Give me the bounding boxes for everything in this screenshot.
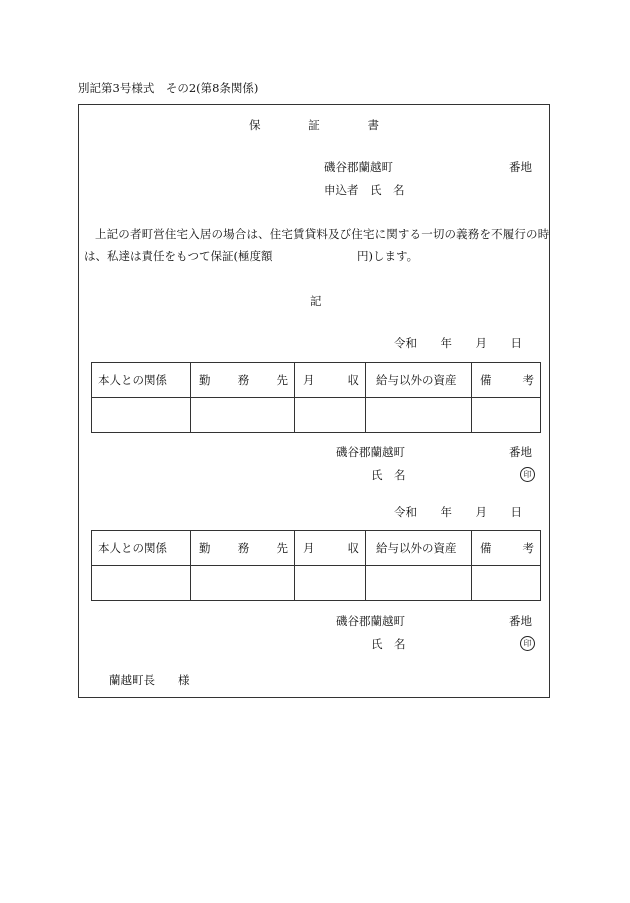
cell-other-assets[interactable] — [366, 398, 472, 433]
body-text-line-2-end: 円)します。 — [357, 249, 419, 263]
table-header-row — [92, 531, 541, 566]
date-month: 月 — [475, 336, 487, 350]
seal-icon: 印 — [520, 467, 535, 482]
guarantor-2-table — [91, 530, 541, 601]
date-era: 令和 — [394, 505, 417, 519]
guarantor-2-seal-mark — [520, 635, 535, 651]
cell-remarks[interactable] — [472, 566, 541, 601]
header-remarks: 備 考 — [472, 531, 541, 566]
date-year: 年 — [440, 505, 452, 519]
header-relation: 本人との関係 — [92, 531, 191, 566]
seal-icon: 印 — [520, 636, 535, 651]
date-day: 日 — [510, 505, 522, 519]
header-remarks: 備 考 — [472, 363, 541, 398]
applicant-name-line — [324, 182, 405, 198]
date-day: 日 — [510, 336, 522, 350]
cell-monthly-income[interactable] — [295, 398, 366, 433]
cell-workplace[interactable] — [191, 398, 295, 433]
table-header-row — [92, 363, 541, 398]
cell-workplace[interactable] — [191, 566, 295, 601]
cell-monthly-income[interactable] — [295, 566, 366, 601]
applicant-role: 申込者 — [324, 183, 359, 197]
document-title — [249, 117, 379, 133]
header-workplace: 勤 務 先 — [191, 363, 295, 398]
table-row — [92, 566, 541, 601]
guarantor-1-date — [394, 335, 522, 351]
applicant-address-prefix: 磯谷郡蘭越町 — [324, 160, 393, 174]
body-text-line-1: 上記の者町営住宅入居の場合は、住宅賃貸料及び住宅に関する一切の義務を不履行の時 — [95, 227, 550, 241]
header-other-assets: 給与以外の資産 — [366, 363, 472, 398]
guarantor-1-address-prefix: 磯谷郡蘭越町 — [336, 445, 405, 459]
cell-relation[interactable] — [92, 566, 191, 601]
guarantor-1-name-label: 氏 名 — [371, 468, 406, 482]
header-other-assets: 給与以外の資産 — [366, 531, 472, 566]
date-month: 月 — [475, 505, 487, 519]
ki-heading: 記 — [310, 294, 322, 308]
cell-remarks[interactable] — [472, 398, 541, 433]
date-era: 令和 — [394, 336, 417, 350]
guarantor-1-address-suffix: 番地 — [509, 445, 532, 459]
applicant-name-label: 氏 名 — [370, 183, 405, 197]
title-char: 書 — [367, 118, 379, 132]
header-monthly-income: 月 収 — [295, 363, 366, 398]
header-workplace: 勤 務 先 — [191, 531, 295, 566]
title-char: 保 — [249, 118, 261, 132]
header-monthly-income: 月 収 — [295, 531, 366, 566]
guarantor-2-name-label: 氏 名 — [371, 637, 406, 651]
applicant-address-suffix: 番地 — [509, 160, 532, 174]
cell-other-assets[interactable] — [366, 566, 472, 601]
guarantor-2-address-suffix: 番地 — [509, 614, 532, 628]
table-row — [92, 398, 541, 433]
date-year: 年 — [440, 336, 452, 350]
body-text-line-2-start: は、私達は責任をもつて保証(極度額 — [84, 249, 273, 263]
cell-relation[interactable] — [92, 398, 191, 433]
guarantor-2-address-prefix: 磯谷郡蘭越町 — [336, 614, 405, 628]
guarantor-1-seal-mark — [520, 466, 535, 482]
form-number-label: 別記第3号様式 その2(第8条関係) — [78, 81, 259, 95]
header-relation: 本人との関係 — [92, 363, 191, 398]
guarantor-1-table — [91, 362, 541, 433]
title-char: 証 — [308, 118, 320, 132]
guarantor-2-date — [394, 504, 522, 520]
addressee: 蘭越町長 様 — [109, 673, 190, 687]
